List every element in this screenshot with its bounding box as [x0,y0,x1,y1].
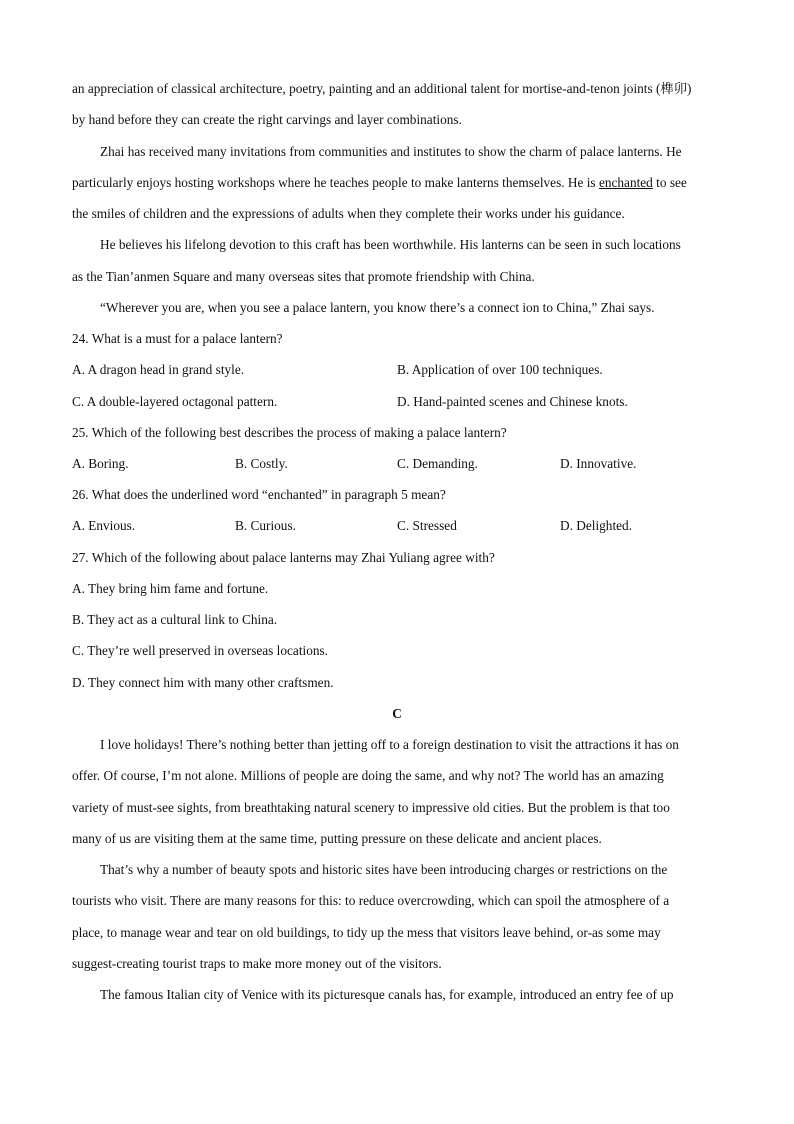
answer-option: B. They act as a cultural link to China. [72,612,278,627]
passage-line: Zhai has received many invitations from communities and institutes to show the charm of palace lanterns. He [100,144,682,159]
passage-line: by hand before they can create the right carvings and layer combinations. [72,112,462,127]
answer-option: C. A double-layered octagonal pattern. [72,394,278,409]
passage-line: That’s why a number of beauty spots and historic sites have been introducing charges or restrictions on the [100,862,668,877]
underlined-word: enchanted [598,175,653,190]
passage-line [72,174,732,192]
section-heading: C [392,706,402,721]
passage-line: I love holidays! There’s nothing better than jetting off to a foreign destination to visit the attractions it has on [100,737,679,752]
answer-option: D. Delighted. [560,518,633,533]
passage-line: as the Tian’anmen Square and many overseas sites that promote friendship with China. [72,269,535,284]
answer-option: A. A dragon head in grand style. [72,362,245,377]
passage-line: tourists who visit. There are many reasons for this: to reduce overcrowding, which can spoil the atmosphere of a [72,893,670,908]
answer-option: C. Stressed [397,518,457,533]
answer-option: B. Application of over 100 techniques. [397,362,603,377]
passage-line: an appreciation of classical architecture, poetry, painting and an additional talent for mortise-and-tenon joints (榫卯) [72,81,692,96]
passage-line: The famous Italian city of Venice with its picturesque canals has, for example, introduced an entry fee of up [100,987,674,1002]
question-stem: 27. Which of the following about palace lanterns may Zhai Yuliang agree with? [72,550,495,565]
answer-option: C. Demanding. [397,456,478,471]
passage-line: suggest-creating tourist traps to make more money out of the visitors. [72,956,442,971]
question-stem: 25. Which of the following best describes the process of making a palace lantern? [72,425,507,440]
answer-option: C. They’re well preserved in overseas locations. [72,643,329,658]
answer-option: A. Boring. [72,456,129,471]
passage-line: the smiles of children and the expressions of adults when they complete their works under his guidance. [72,206,625,221]
text-span: particularly enjoys hosting workshops where he teaches people to make lanterns themselves. He is [72,175,599,190]
passage-line: many of us are visiting them at the same time, putting pressure on these delicate and ancient places. [72,831,602,846]
quote-line: “Wherever you are, when you see a palace lantern, you know there’s a connect ion to China,” Zhai says. [100,300,655,315]
passage-line: He believes his lifelong devotion to this craft has been worthwhile. His lanterns can be seen in such locations [100,237,681,252]
answer-option: B. Curious. [235,518,296,533]
passage-line: place, to manage wear and tear on old buildings, to tidy up the mess that visitors leave behind, or-as some may [72,925,661,940]
text-span: to see [652,175,687,190]
answer-option: A. They bring him fame and fortune. [72,581,269,596]
question-stem: 26. What does the underlined word “enchanted” in paragraph 5 mean? [72,487,446,502]
answer-option: A. Envious. [72,518,136,533]
answer-option: D. Hand-painted scenes and Chinese knots. [397,394,628,409]
passage-line: offer. Of course, I’m not alone. Millions of people are doing the same, and why not? The world has an amazing [72,768,664,783]
answer-option: D. Innovative. [560,456,637,471]
answer-option: D. They connect him with many other craftsmen. [72,675,334,690]
question-stem: 24. What is a must for a palace lantern? [72,331,283,346]
answer-option: B. Costly. [235,456,288,471]
passage-line: variety of must-see sights, from breathtaking natural scenery to impressive old cities. But the problem is that too [72,800,670,815]
